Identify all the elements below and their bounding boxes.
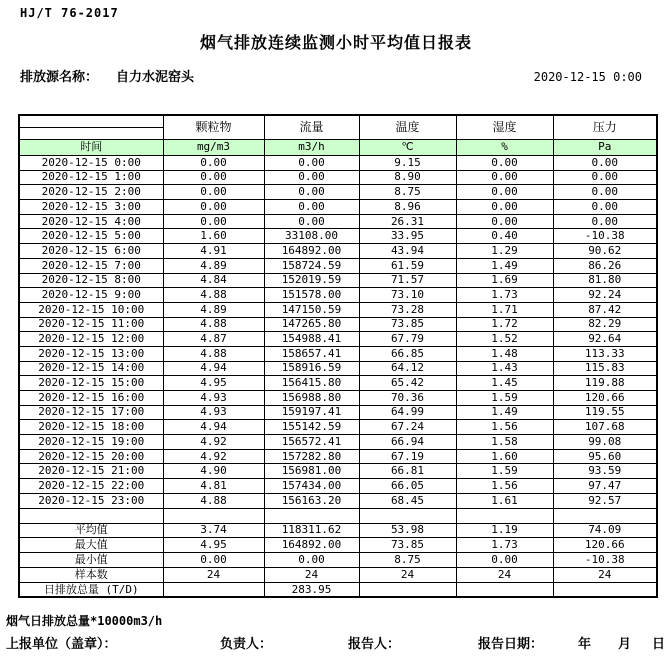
table-row: [19, 170, 657, 185]
value-cell: 120.66: [553, 538, 657, 553]
value-cell: 4.92: [163, 449, 264, 464]
standard-code: HJ/T 76-2017: [20, 6, 119, 20]
summary-label-cell: 最大值: [19, 538, 163, 553]
value-cell: 4.95: [163, 376, 264, 391]
time-cell: 2020-12-15 14:00: [19, 361, 163, 376]
value-cell: -10.38: [553, 553, 657, 568]
value-cell: 0.00: [264, 200, 359, 215]
value-cell: 157282.80: [264, 449, 359, 464]
unit-temperature: ℃: [359, 140, 456, 156]
value-cell: 156163.20: [264, 493, 359, 508]
value-cell: 1.59: [456, 391, 553, 406]
value-cell: 67.24: [359, 420, 456, 435]
value-cell: 0.00: [264, 156, 359, 171]
value-cell: 115.83: [553, 361, 657, 376]
value-cell: 66.85: [359, 346, 456, 361]
value-cell: 74.09: [553, 523, 657, 538]
value-cell: 4.89: [163, 258, 264, 273]
spacer-row: [19, 508, 657, 523]
value-cell: [359, 508, 456, 523]
value-cell: 0.00: [456, 170, 553, 185]
data-rows: [19, 156, 657, 509]
value-cell: 4.88: [163, 493, 264, 508]
value-cell: 33108.00: [264, 229, 359, 244]
time-cell: 2020-12-15 1:00: [19, 170, 163, 185]
value-cell: 1.69: [456, 273, 553, 288]
value-cell: 156981.00: [264, 464, 359, 479]
value-cell: 159197.41: [264, 405, 359, 420]
value-cell: 66.81: [359, 464, 456, 479]
time-cell: 2020-12-15 12:00: [19, 332, 163, 347]
value-cell: 0.00: [553, 214, 657, 229]
value-cell: 4.90: [163, 464, 264, 479]
unit-particulate: mg/m3: [163, 140, 264, 156]
value-cell: 4.88: [163, 346, 264, 361]
value-cell: 1.19: [456, 523, 553, 538]
time-cell: 2020-12-15 13:00: [19, 346, 163, 361]
time-cell: 2020-12-15 21:00: [19, 464, 163, 479]
value-cell: 4.81: [163, 479, 264, 494]
value-cell: 119.55: [553, 405, 657, 420]
value-cell: 0.00: [264, 185, 359, 200]
table-row: [19, 464, 657, 479]
value-cell: 156572.41: [264, 435, 359, 450]
value-cell: 92.24: [553, 288, 657, 303]
value-cell: 4.87: [163, 332, 264, 347]
value-cell: 1.29: [456, 244, 553, 259]
value-cell: 92.57: [553, 493, 657, 508]
value-cell: [163, 508, 264, 523]
value-cell: 1.56: [456, 479, 553, 494]
value-cell: 67.19: [359, 449, 456, 464]
value-cell: 8.90: [359, 170, 456, 185]
value-cell: 1.71: [456, 302, 553, 317]
col-header-humidity: 湿度: [456, 115, 553, 140]
value-cell: 0.00: [456, 214, 553, 229]
value-cell: 156415.80: [264, 376, 359, 391]
value-cell: 1.73: [456, 288, 553, 303]
value-cell: 4.84: [163, 273, 264, 288]
unit-flow: m3/h: [264, 140, 359, 156]
value-cell: 3.74: [163, 523, 264, 538]
value-cell: 73.85: [359, 538, 456, 553]
value-cell: 4.95: [163, 538, 264, 553]
value-cell: 8.75: [359, 185, 456, 200]
value-cell: 95.60: [553, 449, 657, 464]
value-cell: 97.47: [553, 479, 657, 494]
value-cell: 24: [264, 567, 359, 582]
day-label: 日: [652, 637, 666, 652]
value-cell: 68.45: [359, 493, 456, 508]
report-date-label: 报告日期：: [478, 637, 544, 652]
table-row: [19, 258, 657, 273]
table-row: [19, 376, 657, 391]
summary-rows: [19, 508, 657, 597]
value-cell: 0.00: [264, 214, 359, 229]
report-datetime: 2020-12-15 0:00: [533, 70, 642, 84]
value-cell: 9.15: [359, 156, 456, 171]
table-row: [19, 200, 657, 215]
col-header-temperature: 温度: [359, 115, 456, 140]
value-cell: 120.66: [553, 391, 657, 406]
unit-pressure: Pa: [553, 140, 657, 156]
value-cell: 71.57: [359, 273, 456, 288]
value-cell: [163, 582, 264, 597]
summary-row: [19, 582, 657, 597]
value-cell: 65.42: [359, 376, 456, 391]
value-cell: 8.96: [359, 200, 456, 215]
value-cell: 64.12: [359, 361, 456, 376]
value-cell: 164892.00: [264, 244, 359, 259]
value-cell: [553, 508, 657, 523]
summary-label-cell: 平均值: [19, 523, 163, 538]
value-cell: [456, 508, 553, 523]
value-cell: 24: [163, 567, 264, 582]
value-cell: 67.79: [359, 332, 456, 347]
value-cell: 93.59: [553, 464, 657, 479]
value-cell: 24: [456, 567, 553, 582]
value-cell: 119.88: [553, 376, 657, 391]
value-cell: 0.00: [163, 156, 264, 171]
value-cell: 4.93: [163, 391, 264, 406]
month-label: 月: [618, 637, 632, 652]
year-label: 年: [578, 637, 592, 652]
monitoring-table: [18, 114, 658, 598]
value-cell: 86.26: [553, 258, 657, 273]
value-cell: 24: [553, 567, 657, 582]
value-cell: 1.43: [456, 361, 553, 376]
value-cell: 158724.59: [264, 258, 359, 273]
value-cell: 33.95: [359, 229, 456, 244]
flow-unit-note: 烟气日排放总量*10000m3/h: [6, 614, 163, 628]
value-cell: 0.00: [456, 553, 553, 568]
table-row: [19, 391, 657, 406]
summary-row: [19, 523, 657, 538]
value-cell: 64.99: [359, 405, 456, 420]
value-cell: 0.00: [456, 156, 553, 171]
value-cell: 147265.80: [264, 317, 359, 332]
table-row: [19, 332, 657, 347]
value-cell: 0.00: [456, 200, 553, 215]
value-cell: 99.08: [553, 435, 657, 450]
time-cell: 2020-12-15 18:00: [19, 420, 163, 435]
time-cell: 2020-12-15 19:00: [19, 435, 163, 450]
value-cell: 53.98: [359, 523, 456, 538]
col-header-pressure: 压力: [553, 115, 657, 140]
value-cell: 4.88: [163, 317, 264, 332]
summary-row: [19, 538, 657, 553]
time-cell: 2020-12-15 9:00: [19, 288, 163, 303]
value-cell: 158916.59: [264, 361, 359, 376]
value-cell: 107.68: [553, 420, 657, 435]
value-cell: 26.31: [359, 214, 456, 229]
time-cell: 2020-12-15 2:00: [19, 185, 163, 200]
time-cell: 2020-12-15 10:00: [19, 302, 163, 317]
table-row: [19, 435, 657, 450]
value-cell: 0.00: [163, 214, 264, 229]
value-cell: 0.00: [553, 200, 657, 215]
value-cell: 81.80: [553, 273, 657, 288]
value-cell: [264, 508, 359, 523]
value-cell: 4.94: [163, 361, 264, 376]
value-cell: 73.28: [359, 302, 456, 317]
value-cell: 4.88: [163, 288, 264, 303]
value-cell: 87.42: [553, 302, 657, 317]
value-cell: 158657.41: [264, 346, 359, 361]
column-header-row: [19, 115, 657, 140]
value-cell: [359, 582, 456, 597]
summary-row: [19, 553, 657, 568]
value-cell: 70.36: [359, 391, 456, 406]
time-cell: 2020-12-15 15:00: [19, 376, 163, 391]
value-cell: 0.00: [553, 156, 657, 171]
value-cell: 1.58: [456, 435, 553, 450]
col-header-particulate: 颗粒物: [163, 115, 264, 140]
source-name: 自力水泥窑头: [116, 70, 195, 85]
value-cell: 73.10: [359, 288, 456, 303]
time-cell: 2020-12-15 23:00: [19, 493, 163, 508]
time-cell: 2020-12-15 11:00: [19, 317, 163, 332]
signature-row: [0, 633, 672, 651]
time-header: 时间: [19, 140, 163, 156]
table-row: [19, 229, 657, 244]
value-cell: 1.49: [456, 405, 553, 420]
value-cell: 0.00: [553, 185, 657, 200]
table-row: [19, 317, 657, 332]
value-cell: 4.92: [163, 435, 264, 450]
value-cell: 118311.62: [264, 523, 359, 538]
time-cell: 2020-12-15 7:00: [19, 258, 163, 273]
table-row: [19, 346, 657, 361]
value-cell: 0.00: [264, 553, 359, 568]
value-cell: 1.49: [456, 258, 553, 273]
value-cell: 0.00: [163, 553, 264, 568]
value-cell: 0.00: [163, 200, 264, 215]
value-cell: 4.94: [163, 420, 264, 435]
value-cell: 66.94: [359, 435, 456, 450]
value-cell: 1.56: [456, 420, 553, 435]
table-row: [19, 405, 657, 420]
value-cell: 0.00: [163, 185, 264, 200]
summary-label-cell: 日排放总量 (T/D): [19, 582, 163, 597]
table-row: [19, 214, 657, 229]
value-cell: 4.89: [163, 302, 264, 317]
value-cell: 155142.59: [264, 420, 359, 435]
value-cell: 8.75: [359, 553, 456, 568]
spacer-cell: [19, 508, 163, 523]
value-cell: 157434.00: [264, 479, 359, 494]
emission-source: [20, 66, 194, 85]
value-cell: 0.00: [456, 185, 553, 200]
time-cell: 2020-12-15 8:00: [19, 273, 163, 288]
value-cell: 283.95: [264, 582, 359, 597]
time-cell: 2020-12-15 20:00: [19, 449, 163, 464]
time-cell: 2020-12-15 4:00: [19, 214, 163, 229]
value-cell: [553, 582, 657, 597]
value-cell: 24: [359, 567, 456, 582]
table-row: [19, 420, 657, 435]
value-cell: 66.05: [359, 479, 456, 494]
time-cell: 2020-12-15 5:00: [19, 229, 163, 244]
summary-row: [19, 567, 657, 582]
summary-label-cell: 样本数: [19, 567, 163, 582]
time-cell: 2020-12-15 6:00: [19, 244, 163, 259]
table-row: [19, 185, 657, 200]
value-cell: 151578.00: [264, 288, 359, 303]
value-cell: -10.38: [553, 229, 657, 244]
report-meta: [20, 66, 642, 85]
table-row: [19, 156, 657, 171]
value-cell: 0.00: [264, 170, 359, 185]
col-header-flow: 流量: [264, 115, 359, 140]
table-row: [19, 449, 657, 464]
value-cell: 90.62: [553, 244, 657, 259]
value-cell: 147150.59: [264, 302, 359, 317]
reporter-label: 报告人：: [348, 637, 401, 652]
value-cell: 61.59: [359, 258, 456, 273]
unit-header-row: [19, 140, 657, 156]
value-cell: 156988.80: [264, 391, 359, 406]
value-cell: 154988.41: [264, 332, 359, 347]
table-row: [19, 493, 657, 508]
value-cell: 73.85: [359, 317, 456, 332]
value-cell: 1.45: [456, 376, 553, 391]
value-cell: 113.33: [553, 346, 657, 361]
unit-humidity: %: [456, 140, 553, 156]
source-label: 排放源名称：: [20, 70, 99, 85]
value-cell: 152019.59: [264, 273, 359, 288]
responsible-label: 负责人：: [220, 637, 273, 652]
value-cell: 0.40: [456, 229, 553, 244]
page-title: 烟气排放连续监测小时平均值日报表: [199, 33, 472, 52]
value-cell: 0.00: [553, 170, 657, 185]
value-cell: 92.64: [553, 332, 657, 347]
value-cell: 4.91: [163, 244, 264, 259]
table-row: [19, 361, 657, 376]
summary-label-cell: 最小值: [19, 553, 163, 568]
table-row: [19, 302, 657, 317]
value-cell: 0.00: [163, 170, 264, 185]
table-row: [19, 244, 657, 259]
value-cell: [456, 582, 553, 597]
time-cell: 2020-12-15 22:00: [19, 479, 163, 494]
value-cell: 1.59: [456, 464, 553, 479]
value-cell: 1.72: [456, 317, 553, 332]
time-cell: 2020-12-15 17:00: [19, 405, 163, 420]
value-cell: 1.60: [456, 449, 553, 464]
report-unit-label: 上报单位（盖章）：: [6, 637, 117, 652]
value-cell: 82.29: [553, 317, 657, 332]
corner-cell: [19, 115, 163, 140]
time-cell: 2020-12-15 0:00: [19, 156, 163, 171]
value-cell: 4.93: [163, 405, 264, 420]
value-cell: 1.60: [163, 229, 264, 244]
table-row: [19, 273, 657, 288]
time-cell: 2020-12-15 16:00: [19, 391, 163, 406]
value-cell: 1.73: [456, 538, 553, 553]
value-cell: 43.94: [359, 244, 456, 259]
value-cell: 1.52: [456, 332, 553, 347]
time-cell: 2020-12-15 3:00: [19, 200, 163, 215]
value-cell: 164892.00: [264, 538, 359, 553]
table-row: [19, 288, 657, 303]
value-cell: 1.48: [456, 346, 553, 361]
value-cell: 1.61: [456, 493, 553, 508]
table-row: [19, 479, 657, 494]
